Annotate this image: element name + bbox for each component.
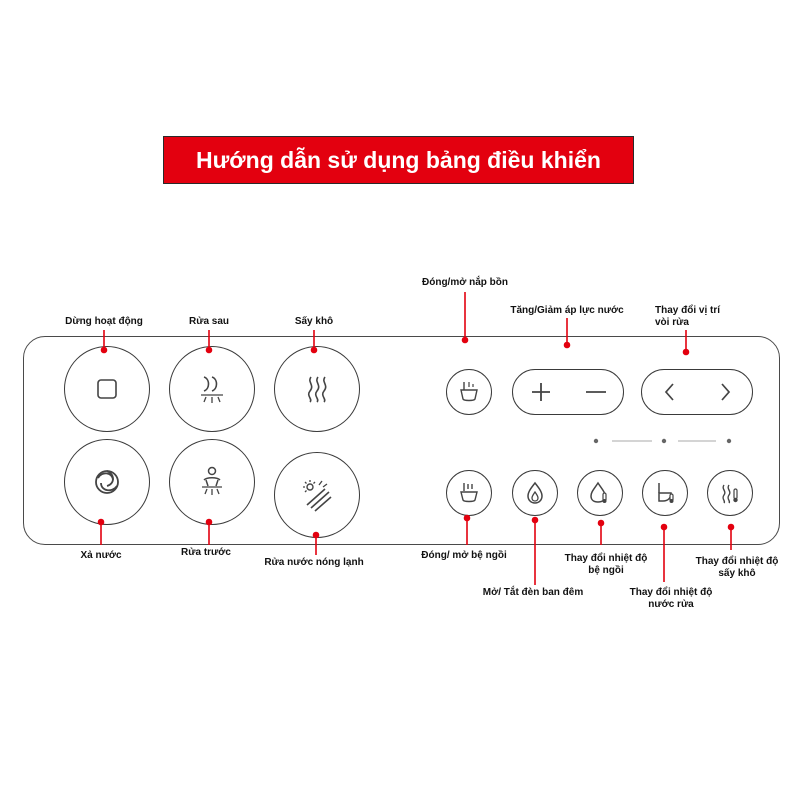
pointer-dot-hot-cold: [314, 533, 319, 538]
label-water-temp-line2: nước rửa: [648, 599, 694, 610]
label-hot-cold-wash: Rửa nước nóng lạnh: [264, 557, 364, 568]
label-stop: Dừng hoạt động: [65, 316, 143, 327]
level-indicator: [594, 439, 731, 443]
label-seat: Đóng/ mở bệ ngồi: [421, 550, 507, 561]
pointer-dot-seat-temp: [599, 521, 604, 526]
indicator-dot: [662, 439, 666, 443]
pointer-dot-flush: [99, 520, 104, 525]
label-water-temp-line1: Thay đổi nhiệt độ: [629, 587, 713, 598]
pointer-dot-night-light: [533, 518, 538, 523]
label-seat-temp-line1: Thay đổi nhiệt độ: [564, 553, 648, 564]
label-seat-temperature: [565, 553, 648, 577]
indicator-dot: [727, 439, 731, 443]
label-rear-wash: Rửa sau: [188, 316, 230, 327]
pointer-dot-dry: [312, 348, 317, 353]
label-night-light: Mở/ Tắt đèn ban đêm: [482, 587, 584, 598]
pointer-dot-seat: [465, 516, 470, 521]
label-seat-temp-line2: bệ ngồi: [588, 565, 624, 576]
label-front-wash: Rửa trước: [181, 547, 231, 558]
label-nozzle-position: [655, 305, 720, 329]
pointer-dot-stop: [102, 348, 107, 353]
label-dry: Sấy khô: [294, 316, 334, 327]
label-water-temperature: [630, 587, 713, 611]
label-dry-temp-line1: Thay đổi nhiệt độ: [695, 556, 779, 567]
pointer-dot-pressure: [565, 343, 570, 348]
label-dry-temp-line2: sấy khô: [718, 568, 756, 579]
pointer-dot-dry-temp: [729, 525, 734, 530]
label-nozzle-line1: Thay đổi vị trí: [655, 305, 721, 316]
label-pressure: Tăng/Giảm áp lực nước: [510, 305, 624, 316]
pointer-dot-lid: [463, 338, 468, 343]
label-lid: Đóng/mở nắp bồn: [422, 277, 508, 288]
pointer-dot-front-wash: [207, 520, 212, 525]
pointer-dot-rear-wash: [207, 348, 212, 353]
pointer-dot-water-temp: [662, 525, 667, 530]
label-nozzle-line2: vòi rửa: [655, 317, 689, 328]
label-flush: Xả nước: [80, 550, 122, 561]
label-dry-temperature: [696, 556, 779, 580]
pointer-dot-nozzle: [684, 350, 689, 355]
indicator-dot: [594, 439, 598, 443]
page-title: Hướng dẫn sử dụng bảng điều khiển: [163, 136, 634, 184]
